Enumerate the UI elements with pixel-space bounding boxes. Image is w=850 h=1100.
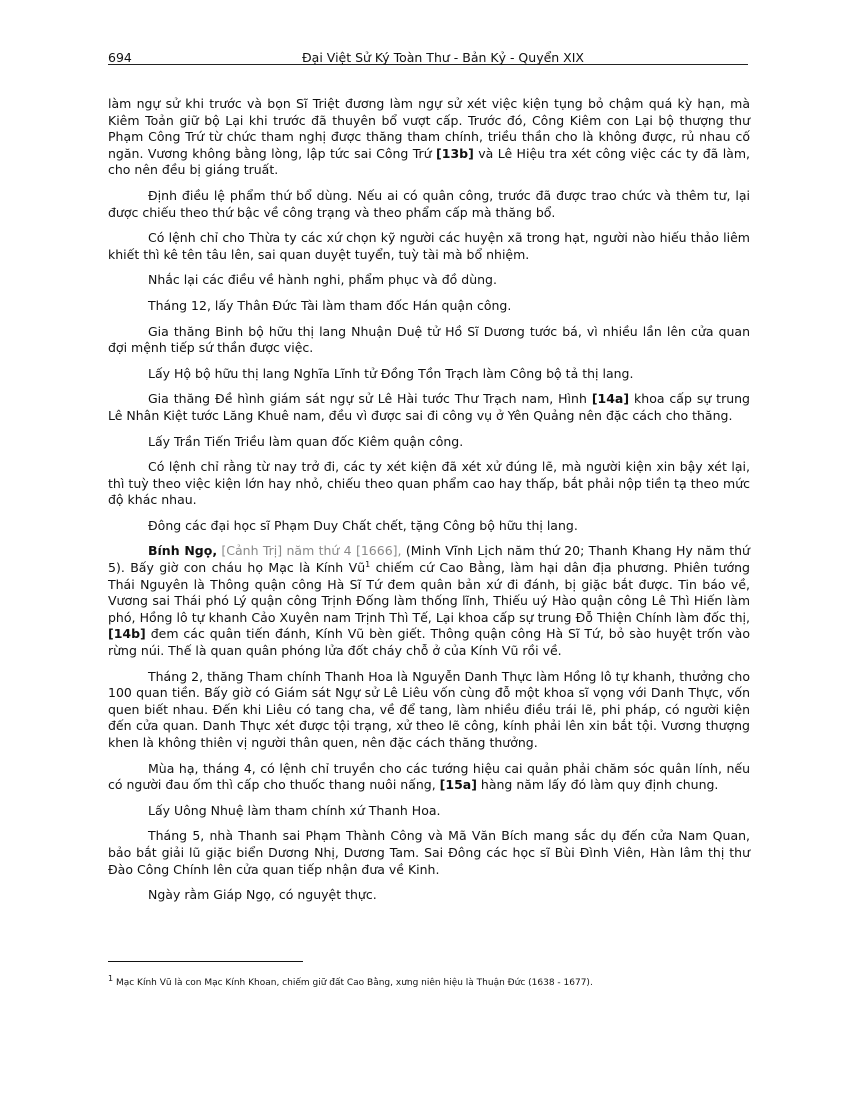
paragraph: Tháng 12, lấy Thân Đức Tài làm tham đốc Hán quận công. [148, 297, 512, 313]
paragraph: Có lệnh chỉ cho Thừa ty các xứ chọn kỹ người các huyện xã trong hạt, người nào hiếu thảo liêm khiết thì kê tên tâu lên, sai quan duyệt tuyển, tuỳ tài mà bổ nhiệm. [108, 230, 750, 262]
main-text [108, 96, 750, 913]
footnote-ref: 1 [365, 559, 371, 569]
paragraph: Ngày rằm Giáp Ngọ, có nguyệt thực. [148, 887, 377, 903]
paragraph: làm ngự sử khi trước và bọn Sĩ Triệt đương làm ngự sử xét việc kiện tụng bỏ chậm quá kỳ hạn, mà Kiêm Toản giữ bộ Lại khi trước đã thuyên bổ vượt cấp. Trước đó, Công Kiêm con Lại bộ thượng thư Phạm Công Trứ từ chức tham nghị được thăng tham chính, triều thần cho là không được, rủ nhau cố ngăn. Vương không bằng lòng, lập tức sai Công Trứ [13b] và Lê Hiệu tra xét công việc các ty đã làm, cho nên đều bị giáng truất. [108, 96, 750, 178]
footnote-text: Mạc Kính Vũ là con Mạc Kính Khoan, chiếm giữ đất Cao Bằng, xưng niên hiệu là Thuận Đức (1638 - 1677). [115, 978, 593, 988]
page-marker: [15a] [439, 777, 477, 793]
page-marker: [14b] [108, 626, 146, 642]
paragraph: Lấy Uông Nhuệ làm tham chính xứ Thanh Hoa. [148, 802, 441, 818]
page-marker: [13b] [436, 145, 474, 161]
era-reference: [Cảnh Trị] năm thứ 4 [1666], [221, 543, 402, 559]
running-title: Đại Việt Sử Ký Toàn Thư - Bản Kỷ - Quyển XIX [302, 50, 584, 65]
paragraph: Đông các đại học sĩ Phạm Duy Chất chết, tặng Công bộ hữu thị lang. [148, 517, 578, 533]
paragraph: Gia thăng Đề hình giám sát ngự sử Lê Hài tước Thư Trạch nam, Hình [14a] khoa cấp sự trung Lê Nhân Kiệt tước Lăng Khuê nam, đều vì được sai đi công vụ ở Yên Quảng nên đặc cách cho thăng. [108, 391, 750, 423]
year-entry-paragraph: Bính Ngọ, [Cảnh Trị] năm thứ 4 [1666], (Minh Vĩnh Lịch năm thứ 20; Thanh Khang Hy năm thứ 5). Bấy giờ con cháu họ Mạc là Kính $Vũ^1$ chiếm cứ Cao Bằng, làm hại dân địa phương. Phiên tướng Thái Nguyên là Thông quận công Hà Sĩ Tứ đem quân bản xứ đi đánh, bị giặc bắt được. Tin báo về, Vương sai Thái phó Lý quận công Trịnh Đống làm thống lĩnh, Thiếu uý Hào quận công Lê Thì Hiến làm phó, Hồng lô tự khanh Cảo Xuyên nam Trịnh Thì Tế, Lại khoa cấp sự trung Đỗ Thiện Chính làm đốc thị, [14b] đem các quân tiến đánh, Kính Vũ bèn giết. Thông quận công Hà Sĩ Tứ, bỏ sào huyệt trốn vào rừng núi. Thế là quan quân phóng lửa đốt cháy chỗ ở của Kính Vũ rồi về. [108, 543, 750, 659]
paragraph: Lấy Hộ bộ hữu thị lang Nghĩa Lĩnh tử Đồng Tồn Trạch làm Công bộ tả thị lang. [148, 365, 634, 381]
paragraph: Nhắc lại các điều về hành nghi, phẩm phục và đồ dùng. [148, 272, 497, 288]
paragraph: Tháng 5, nhà Thanh sai Phạm Thành Công và Mã Văn Bích mang sắc dụ đến cửa Nam Quan, bảo bắt giải lũ giặc biển Dương Nhị, Dương Tam. Sai Đông các học sĩ Bùi Đình Viên, Hàn lâm thị thư Đào Công Chính lên cửa quan tiếp nhận đưa về Kinh. [108, 828, 750, 877]
page-header [108, 40, 748, 65]
page-marker: [14a] [591, 391, 630, 407]
paragraph: Có lệnh chỉ rằng từ nay trở đi, các ty xét kiện đã xét xử đúng lẽ, mà người kiện xin bậy xét lại, thì tuỳ theo việc kiện lớn hay nhỏ, chiếu theo quan phẩm cao hay thấp, bắt phải nộp tiền tạ theo mức độ khác nhau. [108, 459, 750, 508]
paragraph: Gia thăng Binh bộ hữu thị lang Nhuận Duệ tử Hồ Sĩ Dương tước bá, vì nhiều lần lên cửa quan đợi mệnh tiếp sứ thần được việc. [108, 323, 750, 356]
footnote [108, 974, 748, 989]
page-number: 694 [108, 50, 132, 65]
footnote-separator [108, 961, 303, 962]
footnote-number: 1 [108, 974, 114, 983]
paragraph: Định điều lệ phẩm thứ bổ dùng. Nếu ai có quân công, trước đã được trao chức và thêm tư, lại được chiếu theo thứ bậc về công trạng và theo phẩm cấp mà thăng bổ. [108, 187, 750, 220]
paragraph: Mùa hạ, tháng 4, có lệnh chỉ truyền cho các tướng hiệu cai quản phải chăm sóc quân lính, nếu có người đau ốm thì cấp cho thuốc thang nuôi nấng, [15a] hàng năm lấy đó làm quy định chung. [108, 760, 750, 793]
paragraph: Lấy Trần Tiến Triều làm quan đốc Kiêm quận công. [148, 433, 464, 449]
year-heading: Bính Ngọ, [148, 543, 218, 559]
paragraph: Tháng 2, thăng Tham chính Thanh Hoa là Nguyễn Danh Thực làm Hồng lô tự khanh, thưởng cho 100 quan tiền. Bấy giờ có Giám sát Ngự sử Lê Liêu vốn cùng đỗ một khoa sĩ vọng với Danh Thực, vốn quen biết nhau. Đến khi Liêu có tang cha, về để tang, làm nhiều điều trái lẽ, phi pháp, có người kiện đến cửa quan. Danh Thực xét được tội trạng, xử theo lẽ công, kính phải lên xin bắt tội. Vương thượng khen là không thiên vị người thân quen, nên đặc cách thăng thưởng. [108, 668, 750, 750]
